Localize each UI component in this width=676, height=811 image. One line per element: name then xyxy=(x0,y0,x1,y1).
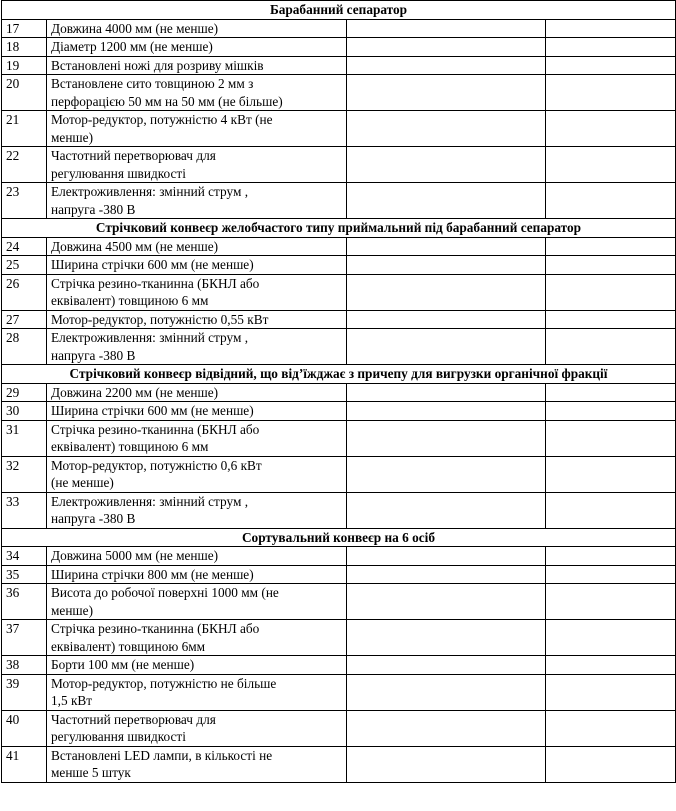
row-description xyxy=(47,746,347,782)
section-title: Стрічковий конвеєр відвідний, що від’їжджає з причепу для вигрузки органічної фракції xyxy=(2,365,676,384)
empty-cell xyxy=(347,19,546,38)
row-description xyxy=(47,147,347,183)
row-description xyxy=(47,674,347,710)
empty-cell xyxy=(347,237,546,256)
empty-cell xyxy=(546,674,676,710)
table-row xyxy=(2,256,676,275)
row-number: 35 xyxy=(2,565,47,584)
table-row xyxy=(2,111,676,147)
table-row xyxy=(2,183,676,219)
description-line: Встановлені ножі для розриву мішків xyxy=(51,57,264,73)
description-line: Довжина 5000 мм (не менше) xyxy=(51,548,219,563)
table-row xyxy=(2,383,676,402)
description-line: регулювання швидкості xyxy=(51,729,186,744)
row-number: 21 xyxy=(2,111,47,147)
row-number: 40 xyxy=(2,710,47,746)
empty-cell xyxy=(546,19,676,38)
empty-cell xyxy=(546,656,676,675)
description-line: перфорацією 50 мм на 50 мм (не більше) xyxy=(51,93,283,109)
table-row xyxy=(2,746,676,782)
row-number: 26 xyxy=(2,274,47,310)
empty-cell xyxy=(347,310,546,329)
empty-cell xyxy=(347,674,546,710)
description-line: менше) xyxy=(51,602,94,618)
description-line: Ширина стрічки 600 мм (не менше) xyxy=(51,257,254,272)
description-line: напруга -380 В xyxy=(51,511,136,526)
row-description xyxy=(47,56,347,75)
empty-cell xyxy=(546,565,676,584)
table-row xyxy=(2,547,676,566)
empty-cell xyxy=(347,383,546,402)
row-description xyxy=(47,75,347,111)
row-number: 37 xyxy=(2,620,47,656)
empty-cell xyxy=(347,56,546,75)
empty-cell xyxy=(347,38,546,57)
row-number: 39 xyxy=(2,674,47,710)
row-number: 33 xyxy=(2,492,47,528)
description-line: Борти 100 мм (не менше) xyxy=(51,657,195,672)
empty-cell xyxy=(347,147,546,183)
row-number: 17 xyxy=(2,19,47,38)
row-description xyxy=(47,383,347,402)
description-line: Висота до робочої поверхні 1000 мм (не xyxy=(51,585,279,600)
table-row xyxy=(2,38,676,57)
empty-cell xyxy=(546,584,676,620)
table-row xyxy=(2,620,676,656)
row-number: 30 xyxy=(2,402,47,421)
row-number: 24 xyxy=(2,237,47,256)
description-line: Мотор-редуктор, потужністю 0,6 кВт xyxy=(51,457,262,473)
row-number: 19 xyxy=(2,56,47,75)
section-header-row xyxy=(2,1,676,20)
section-title: Барабанний сепаратор xyxy=(2,1,676,20)
description-line: Частотний перетворювач для xyxy=(51,148,216,163)
table-row xyxy=(2,674,676,710)
row-description xyxy=(47,710,347,746)
table-row xyxy=(2,565,676,584)
row-description xyxy=(47,310,347,329)
table-row xyxy=(2,147,676,183)
specification-table xyxy=(1,0,676,783)
table-row xyxy=(2,19,676,38)
table-row xyxy=(2,329,676,365)
row-number: 36 xyxy=(2,584,47,620)
description-line: напруга -380 В xyxy=(51,347,136,363)
table-row xyxy=(2,237,676,256)
row-description xyxy=(47,38,347,57)
description-line: Електроживлення: змінний струм , xyxy=(51,493,249,509)
empty-cell xyxy=(347,402,546,421)
empty-cell xyxy=(347,584,546,620)
description-line: регулювання швидкості xyxy=(51,165,186,181)
empty-cell xyxy=(546,256,676,275)
empty-cell xyxy=(347,565,546,584)
row-number: 20 xyxy=(2,75,47,111)
specification-table-body xyxy=(2,1,676,783)
empty-cell xyxy=(347,710,546,746)
row-description xyxy=(47,420,347,456)
empty-cell xyxy=(546,274,676,310)
empty-cell xyxy=(546,620,676,656)
empty-cell xyxy=(347,547,546,566)
empty-cell xyxy=(546,111,676,147)
empty-cell xyxy=(546,75,676,111)
empty-cell xyxy=(546,56,676,75)
description-line: Мотор-редуктор, потужністю 4 кВт (не xyxy=(51,112,273,127)
table-row xyxy=(2,710,676,746)
row-description xyxy=(47,402,347,421)
empty-cell xyxy=(347,420,546,456)
description-line: Ширина стрічки 800 мм (не менше) xyxy=(51,566,254,582)
row-number: 22 xyxy=(2,147,47,183)
table-row xyxy=(2,274,676,310)
description-line: Ширина стрічки 600 мм (не менше) xyxy=(51,403,254,418)
empty-cell xyxy=(546,38,676,57)
row-description xyxy=(47,256,347,275)
table-row xyxy=(2,310,676,329)
description-line: Встановлене сито товщиною 2 мм з xyxy=(51,76,254,91)
empty-cell xyxy=(347,183,546,219)
row-number: 38 xyxy=(2,656,47,675)
table-row xyxy=(2,75,676,111)
empty-cell xyxy=(546,402,676,421)
empty-cell xyxy=(546,547,676,566)
row-description xyxy=(47,19,347,38)
empty-cell xyxy=(546,383,676,402)
description-line: 1,5 кВт xyxy=(51,693,93,708)
row-description xyxy=(47,183,347,219)
row-number: 29 xyxy=(2,383,47,402)
description-line: еквівалент) товщиною 6 мм xyxy=(51,439,209,454)
description-line: Електроживлення: змінний струм , xyxy=(51,330,249,345)
empty-cell xyxy=(347,329,546,365)
row-number: 27 xyxy=(2,310,47,329)
row-number: 25 xyxy=(2,256,47,275)
row-number: 23 xyxy=(2,183,47,219)
description-line: Стрічка резино-тканинна (БКНЛ або xyxy=(51,421,260,437)
description-line: Електроживлення: змінний струм , xyxy=(51,184,249,199)
table-row xyxy=(2,584,676,620)
row-description xyxy=(47,111,347,147)
description-line: менше 5 штук xyxy=(51,765,131,780)
empty-cell xyxy=(546,329,676,365)
empty-cell xyxy=(347,274,546,310)
table-row xyxy=(2,492,676,528)
empty-cell xyxy=(347,620,546,656)
empty-cell xyxy=(347,656,546,675)
empty-cell xyxy=(546,147,676,183)
empty-cell xyxy=(546,310,676,329)
description-line: еквівалент) товщиною 6мм xyxy=(51,638,206,654)
section-title: Сортувальний конвеєр на 6 осіб xyxy=(2,528,676,547)
description-line: Мотор-редуктор, потужністю не більше xyxy=(51,675,277,691)
description-line: Встановлені LED лампи, в кількості не xyxy=(51,747,273,763)
empty-cell xyxy=(347,456,546,492)
row-description xyxy=(47,492,347,528)
empty-cell xyxy=(546,746,676,782)
row-description xyxy=(47,620,347,656)
empty-cell xyxy=(546,183,676,219)
row-description xyxy=(47,329,347,365)
empty-cell xyxy=(347,75,546,111)
row-number: 32 xyxy=(2,456,47,492)
description-line: менше) xyxy=(51,129,94,145)
row-number: 18 xyxy=(2,38,47,57)
row-number: 41 xyxy=(2,746,47,782)
description-line: Стрічка резино-тканинна (БКНЛ або xyxy=(51,275,260,291)
empty-cell xyxy=(546,710,676,746)
table-row xyxy=(2,56,676,75)
row-description xyxy=(47,237,347,256)
description-line: Довжина 4000 мм (не менше) xyxy=(51,20,219,36)
section-header-row xyxy=(2,219,676,238)
description-line: Мотор-редуктор, потужністю 0,55 кВт xyxy=(51,311,269,327)
row-description xyxy=(47,547,347,566)
empty-cell xyxy=(347,111,546,147)
description-line: Стрічка резино-тканинна (БКНЛ або xyxy=(51,621,260,636)
section-header-row xyxy=(2,365,676,384)
description-line: Частотний перетворювач для xyxy=(51,711,216,727)
empty-cell xyxy=(546,237,676,256)
row-description xyxy=(47,565,347,584)
row-number: 31 xyxy=(2,420,47,456)
description-line: напруга -380 В xyxy=(51,201,136,217)
description-line: еквівалент) товщиною 6 мм xyxy=(51,293,209,308)
row-description xyxy=(47,656,347,675)
empty-cell xyxy=(347,492,546,528)
empty-cell xyxy=(347,746,546,782)
empty-cell xyxy=(546,420,676,456)
empty-cell xyxy=(546,456,676,492)
empty-cell xyxy=(347,256,546,275)
empty-cell xyxy=(546,492,676,528)
table-row xyxy=(2,656,676,675)
description-line: Довжина 4500 мм (не менше) xyxy=(51,238,219,254)
row-number: 28 xyxy=(2,329,47,365)
section-title: Стрічковий конвеєр желобчастого типу приймальний під барабанний сепаратор xyxy=(2,219,676,238)
description-line: Діаметр 1200 мм (не менше) xyxy=(51,39,213,54)
description-line: Довжина 2200 мм (не менше) xyxy=(51,384,219,400)
row-description xyxy=(47,456,347,492)
row-number: 34 xyxy=(2,547,47,566)
table-row xyxy=(2,456,676,492)
section-header-row xyxy=(2,528,676,547)
row-description xyxy=(47,584,347,620)
row-description xyxy=(47,274,347,310)
description-line: (не менше) xyxy=(51,475,114,490)
table-row xyxy=(2,420,676,456)
table-row xyxy=(2,402,676,421)
